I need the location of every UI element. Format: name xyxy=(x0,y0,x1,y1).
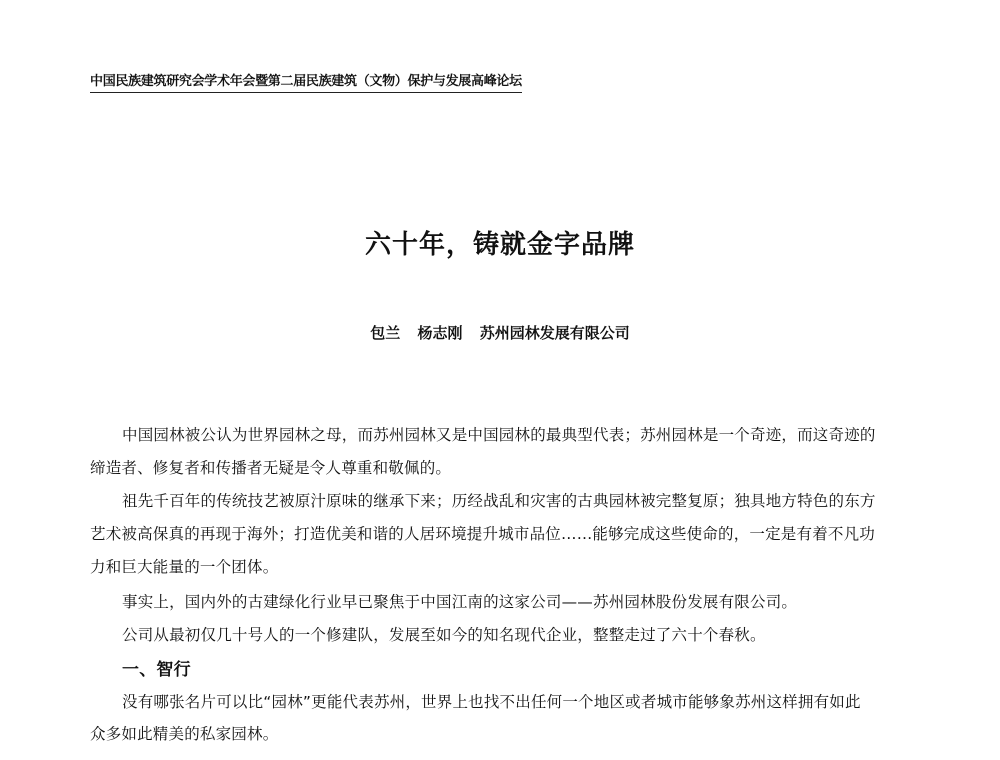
running-header: 中国民族建筑研究会学术年会暨第二届民族建筑（文物）保护与发展高峰论坛 xyxy=(90,70,522,93)
author-1: 包兰 xyxy=(370,324,401,342)
paragraph-line: 力和巨大能量的一个团体。 xyxy=(90,558,279,576)
article-title: 六十年，铸就金字品牌 xyxy=(364,230,635,260)
paragraph-line: 艺术被高保真的再现于海外；打造优美和谐的人居环境提升城市品位……能够完成这些使命的，一定是有着不凡功 xyxy=(90,525,876,543)
paragraph-line: 中国园林被公认为世界园林之母，而苏州园林又是中国园林的最典型代表；苏州园林是一个奇迹，而这奇迹的 xyxy=(122,426,876,444)
author-2: 杨志刚 xyxy=(417,324,463,342)
paragraph-line: 缔造者、修复者和传播者无疑是令人尊重和敬佩的。 xyxy=(90,459,452,477)
paragraph-line: 没有哪张名片可以比“园林”更能代表苏州，世界上也找不出任何一个地区或者城市能够象苏州这样拥有如此 xyxy=(122,693,861,711)
affiliation: 苏州园林发展有限公司 xyxy=(479,324,630,342)
paragraph-line: 祖先千百年的传统技艺被原汁原味的继承下来；历经战乱和灾害的古典园林被完整复原；独具地方特色的东方 xyxy=(122,492,876,510)
paragraph-line: 公司从最初仅几十号人的一个修建队，发展至如今的知名现代企业，整整走过了六十个春秋。 xyxy=(122,626,766,644)
section-heading: 一、智行 xyxy=(122,660,191,680)
authors xyxy=(0,322,1000,343)
paragraph-line: 事实上，国内外的古建绿化行业早已聚焦于中国江南的这家公司——苏州园林股份发展有限公司。 xyxy=(122,593,798,611)
paragraph-line: 众多如此精美的私家园林。 xyxy=(90,725,279,743)
